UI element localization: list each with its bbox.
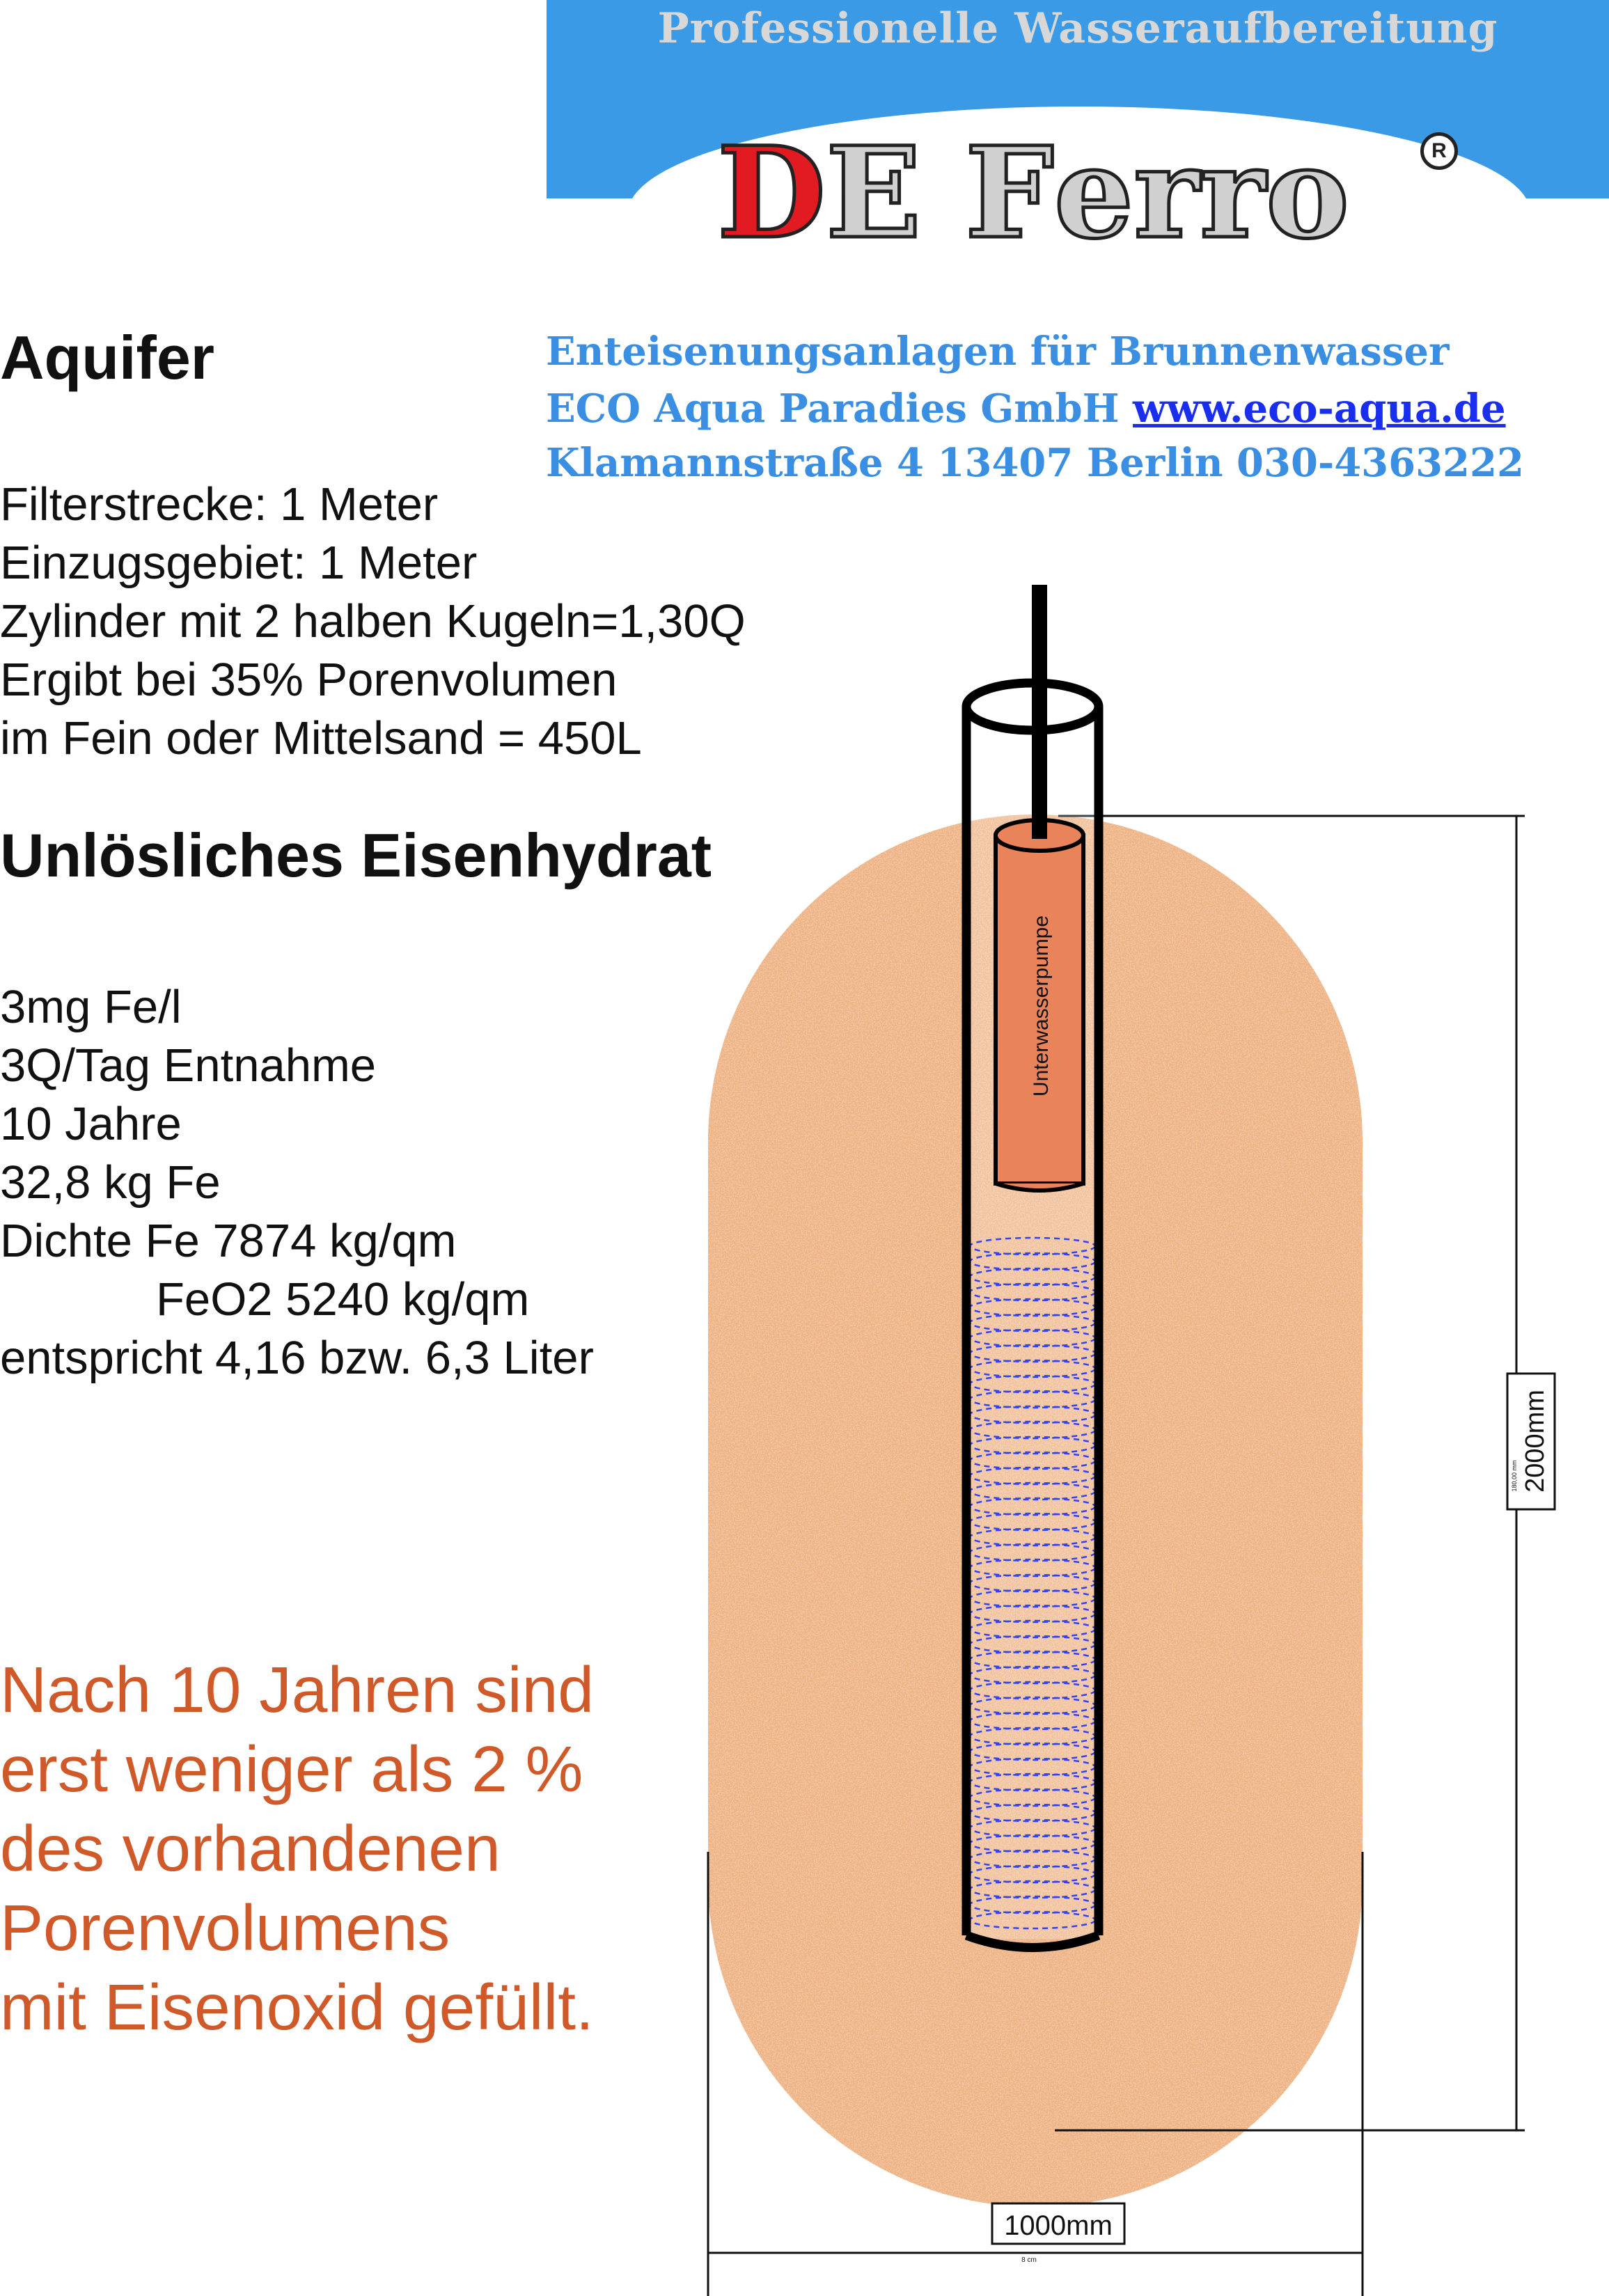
conclusion-line: des vorhandenen bbox=[0, 1812, 501, 1885]
iron-line: 3mg Fe/l bbox=[0, 981, 182, 1033]
iron-line: FeO2 5240 kg/qm bbox=[156, 1273, 530, 1326]
contact-line-3: Klamannstraße 4 13407 Berlin 030-4363222 bbox=[546, 440, 1524, 486]
conclusion-line: erst weniger als 2 % bbox=[0, 1733, 583, 1805]
contact-line-1: Enteisenungsanlagen für Brunnenwasser bbox=[546, 329, 1450, 375]
logo-letter: o bbox=[1265, 120, 1350, 267]
width-label: 1000mm bbox=[1004, 2210, 1113, 2241]
iron-line: Dichte Fe 7874 kg/qm bbox=[0, 1215, 457, 1267]
contact-company: ECO Aqua Paradies GmbH bbox=[546, 386, 1120, 432]
aquifer-line: im Fein oder Mittelsand = 450L bbox=[0, 712, 642, 764]
aquifer-heading: Aquifer bbox=[0, 323, 214, 392]
width-small-note: 8 cm bbox=[1021, 2256, 1037, 2264]
conclusion-line: Nach 10 Jahren sind bbox=[0, 1653, 595, 1726]
website-link[interactable]: www.eco-aqua.de bbox=[1133, 386, 1506, 432]
aquifer-line: Ergibt bei 35% Porenvolumen bbox=[0, 654, 618, 706]
logo-letter: F bbox=[964, 120, 1054, 267]
logo-letter: r bbox=[1133, 120, 1200, 267]
logo-letter: e bbox=[1053, 120, 1134, 267]
aquifer-line: Einzugsgebiet: 1 Meter bbox=[0, 537, 478, 589]
header-tagline: Professionelle Wasseraufbereitung bbox=[657, 4, 1498, 53]
iron-heading: Unlösliches Eisenhydrat bbox=[0, 821, 712, 890]
height-small-note: 180,00 mm bbox=[1511, 1460, 1518, 1492]
conclusion-line: mit Eisenoxid gefüllt. bbox=[0, 1971, 594, 2043]
iron-line: 3Q/Tag Entnahme bbox=[0, 1039, 377, 1092]
pump-label: Unterwasserpumpe bbox=[1030, 915, 1053, 1097]
logo-letter: D bbox=[717, 120, 826, 267]
registered-mark-icon: R bbox=[1420, 132, 1458, 170]
aquifer-line: Zylinder mit 2 halben Kugeln=1,30Q bbox=[0, 595, 746, 647]
logo-letter: r bbox=[1200, 120, 1266, 267]
iron-line: entspricht 4,16 bzw. 6,3 Liter bbox=[0, 1332, 594, 1384]
iron-line: 10 Jahre bbox=[0, 1098, 182, 1150]
height-label: 2000mm bbox=[1521, 1390, 1550, 1493]
aquifer-line: Filterstrecke: 1 Meter bbox=[0, 478, 439, 530]
conclusion-line: Porenvolumens bbox=[0, 1892, 450, 1964]
logo-letter: E bbox=[826, 120, 922, 267]
iron-line: 32,8 kg Fe bbox=[0, 1156, 221, 1209]
